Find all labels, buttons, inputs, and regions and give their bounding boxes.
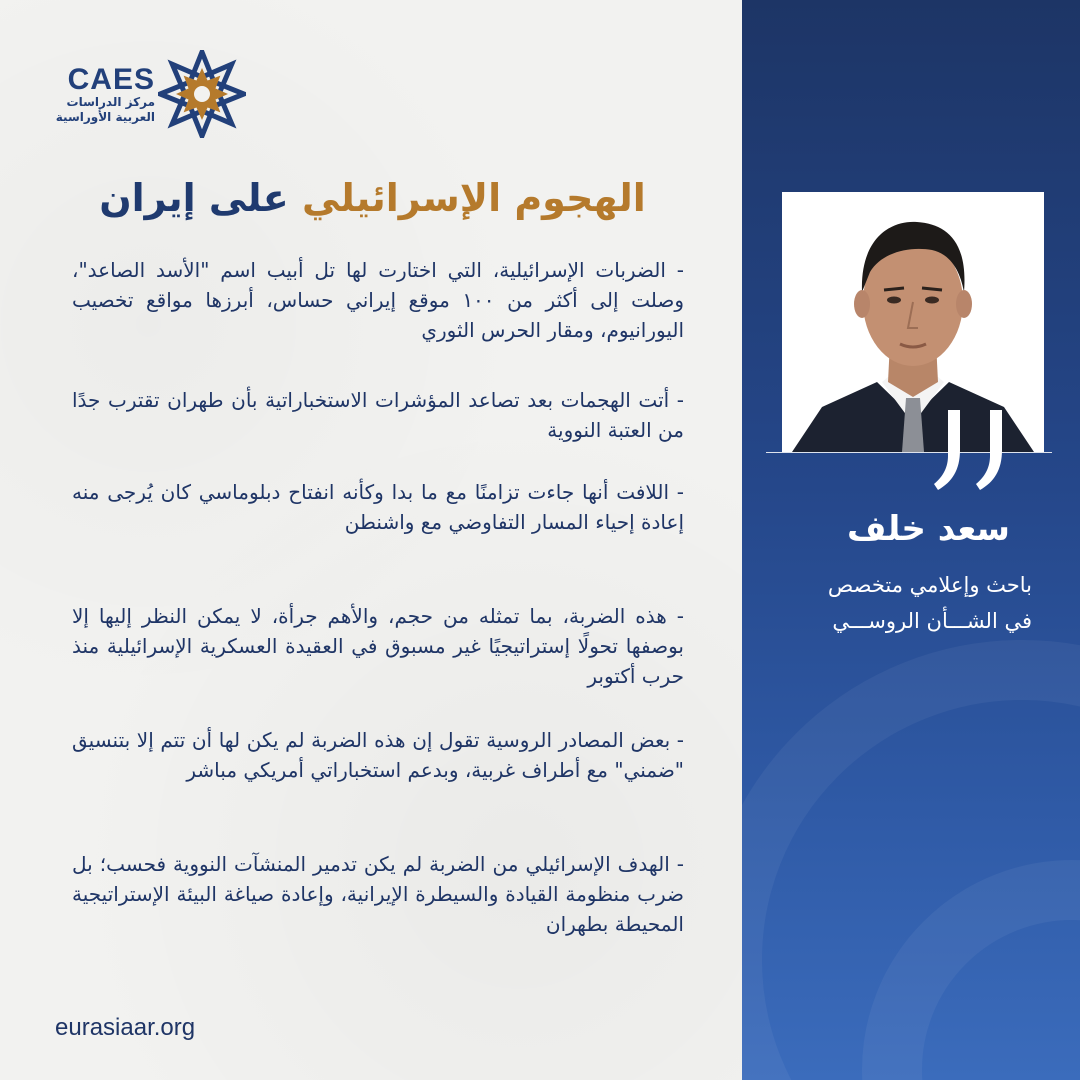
author-name: سعد خلف: [847, 509, 1010, 549]
brand-name-line1: مركز الدراسات: [66, 95, 155, 109]
quote-mark-icon: [930, 400, 1030, 500]
bullet-item: - اللافت أنها جاءت تزامنًا مع ما بدا وكأنه انفتاح دبلوماسي كان يُرجى منه إعادة إحياء المسار التفاوضي مع واشنطن: [72, 480, 684, 534]
author-role-line2: في الشـــأن الروســـي: [832, 609, 1032, 633]
bullet-item: - أتت الهجمات بعد تصاعد المؤشرات الاستخباراتية بأن طهران تقترب جدًا من العتبة النووية: [72, 388, 684, 442]
website-link[interactable]: eurasiaar.org: [55, 1014, 196, 1041]
bullet-item: - هذه الضربة، بما تمثله من حجم، والأهم جرأة، لا يمكن النظر إليها إلا بوصفها تحولًا إستراتيجيًا غير مسبوق في العقيدة العسكرية الإسرائيلية منذ حرب أكتوبر: [72, 604, 684, 688]
author-role: [770, 567, 1032, 639]
headline-accent: الهجوم الإسرائيلي: [302, 176, 646, 220]
headline: [60, 172, 685, 224]
brand-text: [55, 65, 155, 125]
bullet-item: - الهدف الإسرائيلي من الضربة لم يكن تدمير المنشآت النووية فحسب؛ بل ضرب منظومة القيادة والسيطرة الإيرانية، وإعادة صياغة البيئة الإستراتيجية المحيطة بطهران: [72, 852, 684, 936]
headline-dark: على إيران: [99, 176, 289, 220]
author-role-line1: باحث وإعلامي متخصص: [827, 573, 1032, 597]
brand-logo: [55, 50, 255, 140]
star-octagon-logo-icon: [158, 50, 246, 138]
bullet-item: - بعض المصادر الروسية تقول إن هذه الضربة لم يكن لها أن تتم إلا بتنسيق "ضمني" مع أطراف غربية، وبدعم استخباراتي أمريكي مباشر: [72, 728, 684, 782]
brand-abbr: CAES: [67, 63, 155, 96]
brand-name-line2: العربية الأوراسية: [55, 110, 155, 124]
bullet-item: - الضربات الإسرائيلية، التي اختارت لها تل أبيب اسم "الأسد الصاعد"، وصلت إلى أكثر من ١٠٠ موقع إيراني حساس، أبرزها مواقع تخصيب اليورانيوم، ومقار الحرس الثوري: [72, 258, 684, 342]
